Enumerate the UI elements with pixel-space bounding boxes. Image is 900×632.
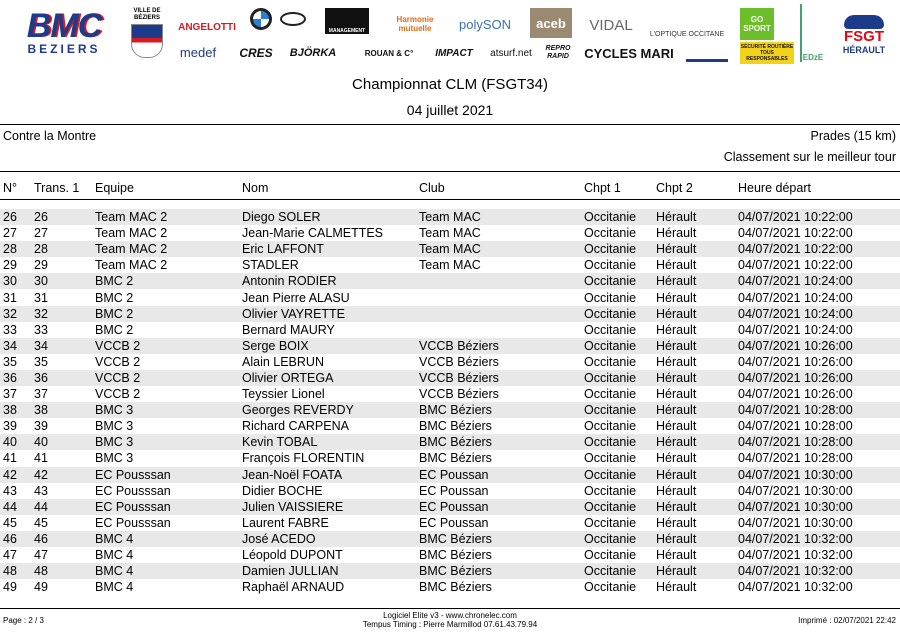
cell-trans: 43	[34, 483, 48, 498]
table-row	[0, 289, 900, 305]
cell-chpt1: Occitanie	[584, 419, 637, 434]
cell-team: EC Pousssan	[95, 483, 171, 498]
cell-club: BMC Béziers	[419, 419, 492, 434]
cell-name: Jean-Noël FOATA	[242, 467, 419, 483]
repro-rapid-logo: REPRO RAPID	[545, 45, 571, 60]
col-number: N°	[3, 181, 18, 195]
cell-trans: 31	[34, 290, 48, 305]
col-chpt1: Chpt 1	[584, 181, 621, 195]
angelotti-logo: ANGELOTTI	[178, 21, 236, 33]
cell-club: BMC Béziers	[419, 434, 584, 450]
cell-chpt1: Occitanie	[584, 306, 656, 322]
cell-team: BMC 2	[95, 322, 134, 337]
cell-start-time: 04/07/2021 10:22:00	[738, 258, 853, 273]
cell-name: Jean Pierre ALASU	[242, 290, 350, 305]
go-sport-logo: GO SPORT	[740, 8, 774, 40]
cell-number: 30	[0, 273, 34, 289]
cell-team: VCCB 2	[95, 370, 242, 386]
cell-club: VCCB Béziers	[419, 370, 584, 386]
cell-club: Team MAC	[419, 241, 584, 257]
table-row	[0, 241, 900, 257]
city-shield	[131, 24, 163, 58]
cell-trans: 47	[34, 548, 48, 563]
col-trans: Trans. 1	[34, 181, 80, 195]
cell-team: Team MAC 2	[95, 226, 168, 241]
cell-chpt1: Occitanie	[584, 273, 656, 289]
cell-chpt2: Hérault	[656, 338, 738, 354]
cell-chpt1: Occitanie	[584, 387, 637, 402]
cell-chpt2: Hérault	[656, 402, 738, 418]
cell-team: BMC 2	[95, 273, 242, 289]
cell-number: 39	[3, 419, 17, 434]
cell-chpt1: Occitanie	[584, 467, 656, 483]
cell-team: Team MAC 2	[95, 241, 242, 257]
cell-trans: 45	[34, 515, 48, 530]
table-row	[0, 354, 900, 370]
cell-team: BMC 2	[95, 290, 134, 305]
cell-name: Jean-Marie CALMETTES	[242, 226, 384, 241]
table-row	[0, 579, 900, 595]
harmonie-logo: Harmonie mutuelle	[396, 15, 434, 33]
cell-name: Olivier VAYRETTE	[242, 306, 419, 322]
cell-chpt1: Occitanie	[584, 354, 637, 369]
cell-number: 29	[3, 258, 17, 273]
cell-chpt2: Hérault	[656, 548, 697, 563]
col-name: Nom	[242, 181, 269, 195]
cell-chpt2: Hérault	[656, 290, 697, 305]
cell-trans: 37	[34, 387, 48, 402]
cell-chpt2: Hérault	[656, 580, 697, 595]
col-chpt2: Chpt 2	[656, 181, 693, 195]
cell-chpt1: Occitanie	[584, 402, 656, 418]
table-row	[0, 515, 900, 531]
col-team: Equipe	[95, 181, 134, 195]
cell-chpt2: Hérault	[656, 241, 738, 257]
cell-number: 32	[0, 306, 34, 322]
cell-club: EC Poussan	[419, 483, 489, 498]
cell-number: 31	[3, 290, 17, 305]
cell-start-time: 04/07/2021 10:28:00	[738, 434, 900, 450]
cell-trans: 32	[34, 306, 95, 322]
cell-trans: 33	[34, 322, 48, 337]
cell-start-time: 04/07/2021 10:28:00	[738, 402, 900, 418]
table-row	[0, 434, 900, 450]
cell-number: 27	[3, 226, 17, 241]
optique-logo: L'OPTIQUE OCCITANE	[649, 31, 725, 38]
cell-club: Team MAC	[419, 226, 481, 241]
bmw-logo	[250, 8, 272, 30]
cell-start-time: 04/07/2021 10:26:00	[738, 370, 900, 386]
cell-start-time: 04/07/2021 10:30:00	[738, 483, 853, 498]
cell-team: BMC 3	[95, 434, 242, 450]
cell-number: 26	[0, 209, 34, 225]
cell-start-time: 04/07/2021 10:22:00	[738, 209, 900, 225]
ranking-label: Classement sur le meilleur tour	[723, 150, 896, 164]
cell-name: Julien VAISSIERE	[242, 499, 419, 515]
cell-team: VCCB 2	[95, 354, 141, 369]
course-label: Prades (15 km)	[810, 129, 896, 143]
cell-chpt2: Hérault	[656, 499, 738, 515]
management-logo: MANAGEMENT	[325, 8, 369, 34]
table-row	[0, 257, 900, 273]
cell-club	[419, 322, 584, 338]
table-row	[0, 386, 900, 402]
cell-team: BMC 4	[95, 531, 242, 547]
table-row	[0, 322, 900, 338]
table-header	[0, 178, 900, 198]
cell-name: STADLER	[242, 258, 299, 273]
table-row	[0, 402, 900, 418]
cell-chpt2: Hérault	[656, 354, 697, 369]
cell-club: BMC Béziers	[419, 563, 584, 579]
cell-team: BMC 3	[95, 402, 242, 418]
cell-number: 33	[3, 322, 17, 337]
cell-club: BMC Béziers	[419, 580, 492, 595]
cell-name: Léopold DUPONT	[242, 548, 343, 563]
atsurf-logo: atsurf.net	[490, 47, 532, 59]
cell-trans: 28	[34, 241, 95, 257]
ville-beziers-logo: VILLE DE BÉZIERS	[127, 6, 167, 60]
cell-team: VCCB 2	[95, 387, 141, 402]
cell-start-time: 04/07/2021 10:24:00	[738, 290, 853, 305]
cell-name: Serge BOIX	[242, 338, 419, 354]
software-credit	[0, 611, 900, 629]
vidal-logo: VIDAL	[589, 16, 633, 34]
timing-line: Tempus Timing : Pierre Marmillod 07.61.43.79.94	[362, 620, 538, 629]
table-row	[0, 370, 900, 386]
cell-trans: 36	[34, 370, 95, 386]
cell-number: 49	[3, 580, 17, 595]
fsgt-figure-icon	[844, 15, 884, 29]
header-spacer	[0, 200, 900, 210]
cell-start-time: 04/07/2021 10:22:00	[738, 226, 853, 241]
cell-trans: 38	[34, 402, 95, 418]
table-row	[0, 483, 900, 499]
cell-name: Damien JULLIAN	[242, 563, 419, 579]
cell-trans: 44	[34, 499, 95, 515]
cell-start-time: 04/07/2021 10:30:00	[738, 499, 900, 515]
cres-logo: CRES	[239, 46, 273, 60]
cell-chpt2: Hérault	[656, 226, 697, 241]
cell-team: BMC 2	[95, 306, 242, 322]
cell-team: EC Pousssan	[95, 499, 242, 515]
cell-team: Team MAC 2	[95, 209, 242, 225]
cell-number: 28	[0, 241, 34, 257]
cell-chpt1: Occitanie	[584, 531, 656, 547]
bmc-logo: BMC BEZIERS	[26, 8, 102, 56]
cell-club: EC Poussan	[419, 467, 584, 483]
cell-chpt2: Hérault	[656, 387, 697, 402]
cell-trans: 34	[34, 338, 95, 354]
cell-chpt2: Hérault	[656, 483, 697, 498]
cell-club: BMC Béziers	[419, 402, 584, 418]
cell-trans: 42	[34, 467, 95, 483]
cell-chpt1: Occitanie	[584, 290, 637, 305]
event-type: Contre la Montre	[3, 129, 97, 143]
cell-name: Olivier ORTEGA	[242, 370, 419, 386]
cell-number: 43	[3, 483, 17, 498]
col-start-time: Heure départ	[738, 181, 811, 195]
cell-number: 35	[3, 354, 17, 369]
cell-start-time: 04/07/2021 10:30:00	[738, 515, 853, 530]
cell-start-time: 04/07/2021 10:24:00	[738, 306, 900, 322]
cell-start-time: 04/07/2021 10:32:00	[738, 548, 853, 563]
cell-chpt1: Occitanie	[584, 209, 656, 225]
cell-trans: 35	[34, 354, 48, 369]
cell-team: BMC 4	[95, 548, 134, 563]
cell-start-time: 04/07/2021 10:26:00	[738, 354, 853, 369]
table-row	[0, 273, 900, 289]
cell-club	[419, 306, 584, 322]
cell-number: 40	[0, 434, 34, 450]
cell-club: BMC Béziers	[419, 548, 492, 563]
cell-name: Kevin TOBAL	[242, 434, 419, 450]
cell-name: José ACEDO	[242, 531, 419, 547]
cell-chpt1: Occitanie	[584, 226, 637, 241]
cell-number: 41	[3, 451, 17, 466]
rouan-logo: ROUAN & C°	[364, 48, 414, 58]
table-row	[0, 563, 900, 579]
cell-chpt1: Occitanie	[584, 451, 637, 466]
cell-name: Diego SOLER	[242, 209, 419, 225]
cell-start-time: 04/07/2021 10:24:00	[738, 322, 853, 337]
cell-chpt1: Occitanie	[584, 241, 656, 257]
cell-start-time: 04/07/2021 10:26:00	[738, 338, 900, 354]
page-number: Page : 2 / 3	[3, 616, 44, 625]
cell-number: 45	[3, 515, 17, 530]
cell-name: François FLORENTIN	[242, 451, 365, 466]
cell-start-time: 04/07/2021 10:32:00	[738, 563, 900, 579]
header-rule	[0, 124, 900, 125]
meta-rule	[0, 171, 900, 172]
cell-name: Richard CARPENA	[242, 419, 349, 434]
cell-name: Alain LEBRUN	[242, 354, 324, 369]
cell-club: EC Poussan	[419, 515, 489, 530]
cell-name: Georges REVERDY	[242, 402, 419, 418]
cell-club	[419, 289, 584, 305]
cell-chpt2: Hérault	[656, 515, 697, 530]
cell-chpt2: Hérault	[656, 258, 697, 273]
cell-trans: 39	[34, 419, 48, 434]
table-row	[0, 338, 900, 354]
cell-chpt2: Hérault	[656, 531, 738, 547]
cell-chpt2: Hérault	[656, 306, 738, 322]
cell-club: EC Poussan	[419, 499, 584, 515]
cell-team: BMC 3	[95, 419, 134, 434]
impact-logo: IMPACT	[435, 47, 473, 59]
cell-team: BMC 3	[95, 451, 134, 466]
cell-start-time: 04/07/2021 10:30:00	[738, 467, 900, 483]
cell-club: Team MAC	[419, 258, 481, 273]
cell-chpt1: Occitanie	[584, 483, 637, 498]
cell-chpt1: Occitanie	[584, 580, 637, 595]
aceb-logo: aceb	[530, 8, 572, 38]
cell-club	[419, 273, 584, 289]
cell-start-time: 04/07/2021 10:32:00	[738, 531, 900, 547]
col-club: Club	[419, 181, 445, 195]
cell-trans: 30	[34, 273, 95, 289]
cell-start-time: 04/07/2021 10:28:00	[738, 419, 853, 434]
cell-chpt1: Occitanie	[584, 548, 637, 563]
polyson-logo: polySON	[458, 16, 512, 32]
cell-name: Bernard MAURY	[242, 322, 335, 337]
cell-trans: 40	[34, 434, 95, 450]
cell-club: VCCB Béziers	[419, 354, 499, 369]
table-row	[0, 225, 900, 241]
cell-chpt2: Hérault	[656, 467, 738, 483]
cell-team: VCCB 2	[95, 338, 242, 354]
page-title: Championnat CLM (FSGT34)	[352, 76, 548, 93]
cell-start-time: 04/07/2021 10:32:00	[738, 580, 853, 595]
cell-team: Team MAC 2	[95, 258, 168, 273]
cell-number: 36	[0, 370, 34, 386]
print-date: Imprimé : 02/07/2021 22:42	[798, 616, 896, 625]
table-row	[0, 418, 900, 434]
cell-team: EC Pousssan	[95, 467, 242, 483]
cell-chpt2: Hérault	[656, 322, 697, 337]
cell-trans: 46	[34, 531, 95, 547]
table-row	[0, 531, 900, 547]
cell-chpt2: Hérault	[656, 209, 738, 225]
cell-chpt2: Hérault	[656, 273, 738, 289]
cell-trans: 29	[34, 258, 48, 273]
cell-start-time: 04/07/2021 10:28:00	[738, 451, 853, 466]
cell-club: BMC Béziers	[419, 451, 492, 466]
cell-number: 46	[0, 531, 34, 547]
cell-chpt1: Occitanie	[584, 434, 656, 450]
cell-trans: 48	[34, 563, 95, 579]
table-row	[0, 306, 900, 322]
cell-name: Eric LAFFONT	[242, 241, 419, 257]
cell-name: Raphaël ARNAUD	[242, 580, 345, 595]
table-row	[0, 547, 900, 563]
cell-chpt1: Occitanie	[584, 515, 637, 530]
cell-chpt1: Occitanie	[584, 563, 656, 579]
cell-club: VCCB Béziers	[419, 387, 499, 402]
cell-number: 34	[0, 338, 34, 354]
table-row	[0, 467, 900, 483]
fsgt-logo: FSGT HÉRAULT	[834, 8, 894, 62]
cell-team: EC Pousssan	[95, 515, 171, 530]
cell-start-time: 04/07/2021 10:24:00	[738, 273, 900, 289]
cycling-federation-logo	[686, 44, 728, 62]
cell-name: Teyssier Lionel	[242, 387, 325, 402]
cell-number: 48	[0, 563, 34, 579]
cell-start-time: 04/07/2021 10:26:00	[738, 387, 853, 402]
cell-trans: 49	[34, 580, 48, 595]
cell-club: BMC Béziers	[419, 531, 584, 547]
cell-chpt1: Occitanie	[584, 499, 656, 515]
cell-chpt1: Occitanie	[584, 370, 656, 386]
cell-number: 42	[0, 467, 34, 483]
cell-team: BMC 4	[95, 580, 134, 595]
cell-club: Team MAC	[419, 209, 584, 225]
cell-chpt1: Occitanie	[584, 258, 637, 273]
cell-number: 37	[3, 387, 17, 402]
cell-name: Laurent FABRE	[242, 515, 329, 530]
cell-chpt2: Hérault	[656, 451, 697, 466]
cell-name: Didier BOCHE	[242, 483, 323, 498]
cycles-mari-logo: CYCLES MARI	[584, 45, 674, 61]
cell-chpt2: Hérault	[656, 370, 738, 386]
cell-chpt1: Occitanie	[584, 338, 656, 354]
cell-club: VCCB Béziers	[419, 338, 584, 354]
cell-chpt2: Hérault	[656, 419, 697, 434]
bjorka-logo: BJÖRKA	[289, 47, 337, 59]
cell-chpt2: Hérault	[656, 563, 738, 579]
cell-start-time: 04/07/2021 10:22:00	[738, 241, 900, 257]
event-date: 04 juillet 2021	[406, 102, 494, 118]
table-row	[0, 499, 900, 515]
cell-number: 38	[0, 402, 34, 418]
start-list-table	[0, 178, 900, 595]
mini-logo	[280, 12, 306, 26]
cell-number: 44	[0, 499, 34, 515]
securite-routiere-logo: SÉCURITÉ ROUTIÈRE TOUS RESPONSABLES	[740, 44, 794, 62]
medef-logo: medef	[179, 44, 217, 60]
sponsor-banner	[0, 0, 900, 68]
table-row	[0, 450, 900, 466]
software-line: Logiciel Elite v3 - www.chronelec.com	[383, 611, 517, 620]
table-row	[0, 209, 900, 225]
table-body	[0, 209, 900, 595]
cell-trans: 41	[34, 451, 48, 466]
cell-chpt1: Occitanie	[584, 322, 637, 337]
cell-number: 47	[3, 548, 17, 563]
cell-chpt2: Hérault	[656, 434, 738, 450]
ede-logo: EDzE	[800, 4, 824, 62]
footer-rule	[0, 608, 900, 609]
cell-team: BMC 4	[95, 563, 242, 579]
cell-trans: 27	[34, 226, 48, 241]
cell-name: Antonin RODIER	[242, 273, 419, 289]
cell-trans: 26	[34, 209, 95, 225]
